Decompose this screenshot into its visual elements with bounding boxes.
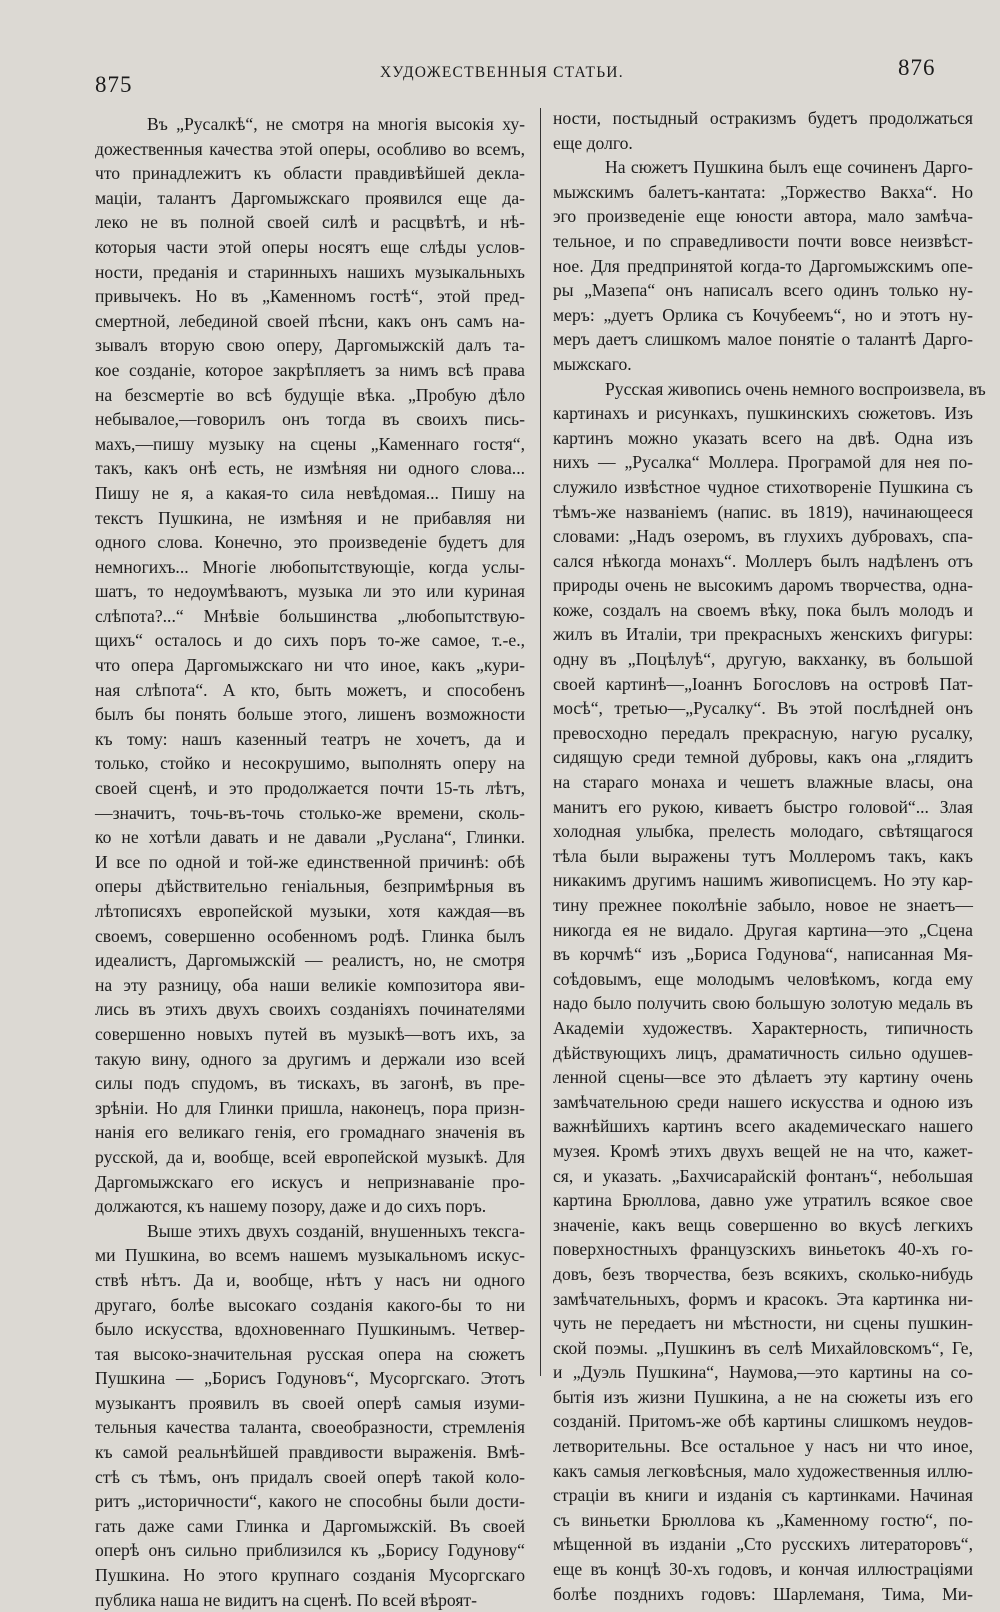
text-line: оперѣ онъ сильно приблизился къ „Борису Годунову“ bbox=[95, 1540, 525, 1561]
text-line: только, стойко и несокрушимо, выполнять оперу на bbox=[95, 753, 525, 774]
text-line: леко не въ полной своей силѣ и расцвѣтѣ, и нѣ- bbox=[95, 212, 525, 233]
column-divider bbox=[540, 108, 541, 1376]
text-line: кое созданіе, которое закрѣпляетъ за нимъ всѣ права bbox=[95, 359, 525, 380]
text-line: замѣчательныхъ, формъ и красокъ. Эта картинка ни- bbox=[553, 1288, 973, 1309]
text-line: тельное, и по справедливости почти вовсе неизвѣст- bbox=[553, 230, 973, 251]
text-line: На сюжетъ Пушкина былъ еще сочиненъ Дарго- bbox=[605, 157, 973, 178]
text-line: привычекъ. Но въ „Каменномъ гостѣ“, этой пред- bbox=[95, 286, 525, 307]
text-line: на эту разницу, оба наши великіе композитора яви- bbox=[95, 974, 525, 995]
text-line: нанія его великаго генія, его громаднаго значенія въ bbox=[95, 1122, 525, 1143]
text-line: тѣла были выражены тутъ Моллеромъ такъ, какъ bbox=[553, 845, 973, 866]
text-line: превосходно передалъ прекрасную, нагую русалку, bbox=[553, 722, 973, 743]
text-line: созданій. Притомъ-же обѣ картины слишкомъ неудов- bbox=[553, 1411, 973, 1432]
text-line: —значитъ, точь-въ-точь столько-же времени, сколь- bbox=[95, 802, 525, 823]
page-number-right: 876 bbox=[898, 55, 936, 80]
text-line: картинахъ и рисункахъ, пушкинскихъ сюжетовъ. Изъ bbox=[553, 403, 973, 424]
text-line: что опера Даргомыжскаго ни что иное, какъ „кури- bbox=[95, 655, 525, 676]
text-line: мосѣ“, третью—„Русалку“. Въ этой послѣдней онъ bbox=[553, 698, 973, 719]
text-line: довъ, безъ творчества, безъ всякихъ, сколько-нибудь bbox=[553, 1263, 973, 1284]
text-line: на стараго монаха и чешетъ влажные власы, она bbox=[553, 772, 973, 793]
text-line: Русская живопись очень немного воспроизвела, въ bbox=[605, 378, 986, 399]
text-line: шатъ, то недоумѣваютъ, музыка ли это или куриная bbox=[95, 581, 525, 602]
running-header: ХУДОЖЕСТВЕННЫЯ СТАТЬИ. bbox=[380, 64, 624, 81]
text-line: стѣ съ тѣмъ, онъ придалъ своей оперѣ такой коло- bbox=[95, 1466, 525, 1487]
text-line: дожественныя качества этой оперы, особливо во всемъ, bbox=[95, 138, 525, 159]
text-line: къ самой реальнѣйшей правдивости выраженія. Вмѣ- bbox=[95, 1442, 525, 1463]
text-line: къ тому: нашъ казенный театръ не хочетъ, да и bbox=[95, 728, 525, 749]
text-line: ствѣ нѣтъ. Да и, вообще, нѣтъ у насъ ни одного bbox=[95, 1269, 525, 1290]
text-line: оперы дѣйствительно геніальныя, безпримѣрныя въ bbox=[95, 876, 525, 897]
text-line: Пушкина — „Борисъ Годуновъ“, Мусоргскаго. Этотъ bbox=[95, 1368, 525, 1389]
text-line: публика наша не видитъ на сценѣ. По всей вѣроят- bbox=[95, 1589, 477, 1610]
text-line: тѣмъ-же названіемъ (напис. въ 1819), начинающееся bbox=[553, 501, 973, 522]
text-line: такъ, какъ онѣ есть, не измѣняя ни одного слова... bbox=[95, 458, 525, 479]
text-line: тельныя качества таланта, своеобразности, стремленія bbox=[95, 1417, 525, 1438]
text-line: должаются, къ нашему позору, даже и до сихъ поръ. bbox=[95, 1196, 487, 1217]
text-line: ности, постыдный остракизмъ будетъ продолжаться bbox=[553, 108, 973, 128]
text-line: летворительны. Все остальное у насъ ни что иное, bbox=[553, 1436, 973, 1457]
text-line: соѣдовымъ, еще молодымъ человѣкомъ, когда ему bbox=[553, 968, 973, 989]
text-line: страціи въ книги и изданія съ картинками. Начиная bbox=[553, 1485, 973, 1506]
text-line: ное. Для предпринятой когда-то Даргомыжскимъ опе- bbox=[553, 255, 973, 276]
text-line: слѣпота?...“ Мнѣвіе большинства „любопытствую- bbox=[95, 605, 525, 626]
text-line: и „Дуэль Пушкина“, Наумова,—это картины на со- bbox=[553, 1362, 973, 1383]
text-line: другаго, болѣе высокаго созданія какого-бы то ни bbox=[95, 1294, 525, 1315]
text-line: ная слѣпота“. А кто, быть можетъ, и способенъ bbox=[95, 679, 525, 700]
text-line: Выше этихъ двухъ созданій, внушенныхъ тексга- bbox=[147, 1220, 525, 1241]
text-line: холодная улыбка, прелесть молодаго, свѣтящагося bbox=[553, 821, 973, 842]
text-line: русской, да и, вообще, всей европейской музыкѣ. Для bbox=[95, 1146, 525, 1167]
text-line: лись въ этихъ двухъ своихъ созданіяхъ починателями bbox=[95, 999, 525, 1020]
text-line: текстъ Пушкина, не измѣняя и не прибавляя ни bbox=[95, 507, 525, 528]
text-line: сидящую среди темной дубровы, какъ она „глядитъ bbox=[553, 747, 973, 768]
text-line: ми Пушкина, во всемъ нашемъ музыкальномъ искус- bbox=[95, 1245, 525, 1266]
text-line: какъ самыя легковѣсныя, мало художественныя иллю- bbox=[553, 1460, 973, 1481]
text-line: природы очень не высокимъ даромъ творчества, одна- bbox=[553, 575, 973, 596]
text-line: ленной сцены—все это дѣлаетъ эту картину очень bbox=[553, 1067, 973, 1088]
text-line: Пушкина. Но этого крупнаго созданія Мусоргскаго bbox=[95, 1565, 525, 1586]
text-line: поверхностныхъ французскихъ виньетокъ 40-хъ го- bbox=[553, 1239, 973, 1260]
text-line: своей сценѣ, и это продолжается почти 15-ть лѣтъ, bbox=[95, 778, 525, 799]
text-line: идеалистъ, Даргомыжскій — реалистъ, но, не смотря bbox=[95, 950, 525, 971]
text-line: тая высоко-значительная русская опера на сюжетъ bbox=[95, 1343, 525, 1364]
text-line: картинъ можно указать всего на двѣ. Одна изъ bbox=[553, 427, 973, 448]
text-line: меръ: „дуетъ Орлика съ Кочубеемъ“, но и этотъ ну- bbox=[553, 304, 973, 325]
text-line: лѣтописяхъ европейской музыки, хотя каждая—въ bbox=[95, 901, 525, 921]
text-line: значеніе, какъ вещь совершенно во вкусѣ легкихъ bbox=[553, 1214, 973, 1235]
text-line: зывалъ вторую свою оперу, Даргомыжскій далъ та- bbox=[95, 335, 525, 356]
text-line: смертной, лебединой своей пѣсни, какъ онъ самъ на- bbox=[95, 310, 525, 331]
text-line: нихъ — „Русалка“ Моллера. Програмой для нея по- bbox=[553, 452, 973, 473]
text-line: никакимъ другимъ нашимъ живописцемъ. Но эту кар- bbox=[553, 870, 973, 891]
text-line: силы подъ спудомъ, въ тискахъ, въ загонѣ, въ пре- bbox=[95, 1073, 525, 1094]
text-line: никогда ея не видало. Другая картина—это „Сцена bbox=[553, 919, 973, 940]
text-line: небывалое,—говорилъ онъ тогда въ своихъ пись- bbox=[95, 409, 525, 430]
text-line: ся, и указать. „Бахчисарайскій фонтанъ“, небольшая bbox=[553, 1165, 973, 1186]
text-line: Пишу не я, а какая-то сила невѣдомая... Пишу на bbox=[95, 482, 525, 503]
text-line: Въ „Русалкѣ“, не смотря на многія высокія ху- bbox=[147, 114, 525, 134]
text-line: бытія изъ жизни Пушкина, а не на сюжеты изъ его bbox=[553, 1386, 973, 1407]
text-line: мыжскимъ балетъ-кантата: „Торжество Вакха“. Но bbox=[553, 181, 973, 202]
text-line: ритъ „историчности“, какого не способны были дости- bbox=[95, 1491, 525, 1512]
text-line: Академіи художествъ. Характерность, типичность bbox=[553, 1017, 973, 1038]
text-line: что принадлежитъ къ области правдивѣйшей декла- bbox=[95, 163, 525, 184]
text-line: совершенно новыхъ путей въ музыкѣ—вотъ ихъ, за bbox=[95, 1023, 525, 1044]
text-line: меръ даетъ слишкомъ малое понятіе о талантѣ Дарго- bbox=[553, 329, 973, 350]
text-line: служило извѣстное чудное стихотвореніе Пушкина съ bbox=[553, 476, 973, 497]
text-line: манитъ его рукою, киваетъ быстро головой“... Злая bbox=[553, 796, 973, 817]
text-line: махъ,—пишу музыку на сцены „Каменнаго гостя“, bbox=[95, 433, 525, 454]
text-line: одного слова. Конечно, это произведеніе будетъ для bbox=[95, 532, 525, 553]
text-line: музея. Кромѣ этихъ двухъ вещей не на что, кажет- bbox=[553, 1140, 973, 1161]
text-line: коже, создалъ на своемъ вѣку, пока былъ молодъ и bbox=[553, 599, 973, 620]
text-line: тину прежнее поколѣніе забыло, новое не знаетъ— bbox=[553, 895, 973, 915]
text-line: еще долго. bbox=[553, 132, 633, 153]
text-line: чуть не передаетъ ни мѣстности, ни сцены пушкин- bbox=[553, 1313, 973, 1334]
text-line: замѣчательною среди нашего искусства и одною изъ bbox=[553, 1091, 973, 1112]
text-line: эго произведеніе еще юности автора, мало замѣча- bbox=[553, 206, 973, 227]
text-line: важнѣйшихъ картинъ всего академическаго нашего bbox=[553, 1116, 973, 1137]
text-line: одну въ „Поцѣлуѣ“, другую, вакханку, въ большой bbox=[553, 649, 973, 670]
text-line: Даргомыжскаго его искусъ и непризнаваніе про- bbox=[95, 1171, 525, 1192]
text-line: сался нѣкогда монахъ“. Моллеръ былъ надѣленъ отъ bbox=[553, 550, 973, 571]
text-line: музыкантъ проявилъ въ своей оперѣ самыя изуми- bbox=[95, 1392, 525, 1413]
text-line: жилъ въ Италіи, три прекрасныхъ женскихъ фигуры: bbox=[553, 624, 973, 645]
text-line: зрѣніи. Но для Глинки пришла, наконецъ, пора призн- bbox=[95, 1097, 525, 1118]
text-line: ко не хотѣли давать и не давали „Руслана“, Глинки. bbox=[95, 827, 525, 848]
text-line: картина Брюллова, давно уже утратилъ всякое свое bbox=[553, 1190, 973, 1211]
text-line: былъ бы понять больше этого, лишенъ возможности bbox=[95, 704, 525, 725]
text-line: гать даже сами Глинка и Даргомыжскій. Въ своей bbox=[95, 1515, 525, 1536]
text-line: болѣе позднихъ годовъ: Шарлеманя, Тима, Ми- bbox=[553, 1583, 973, 1604]
text-line: еще въ концѣ 30-хъ годовъ, и кончая иллюстраціями bbox=[553, 1559, 973, 1580]
text-line: ры „Мазепа“ онъ написалъ всего одинъ только ну- bbox=[553, 280, 973, 301]
text-line: своемъ, совершенно особенномъ родѣ. Глинка былъ bbox=[95, 925, 525, 946]
text-line: щихъ“ осталось и до сихъ поръ то-же самое, т.-е., bbox=[95, 630, 525, 651]
page-number-left: 875 bbox=[95, 72, 133, 97]
text-line: на безсмертіе во всѣ будущіе вѣка. „Пробую дѣло bbox=[95, 384, 525, 405]
text-line: немногихъ... Многіе любопытствующіе, когда услы- bbox=[95, 556, 525, 577]
text-line: ности, преданія и старинныхъ нашихъ музыкальныхъ bbox=[95, 261, 525, 282]
text-line: мѣщенной въ изданіи „Сто русскихъ литераторовъ“, bbox=[553, 1534, 973, 1555]
text-line: мыжскаго. bbox=[553, 353, 632, 374]
text-line: дѣйствующихъ лицъ, драматичность сильно одушев- bbox=[553, 1042, 973, 1063]
text-line: И все по одной и той-же единственной причинѣ: обѣ bbox=[95, 851, 525, 872]
right-text-column bbox=[553, 106, 986, 1606]
text-line: словами: „Надъ озеромъ, въ глухихъ дубровахъ, спа- bbox=[553, 526, 973, 547]
text-line: съ виньетки Брюллова къ „Каменному гостю“, по- bbox=[553, 1509, 973, 1530]
left-text-column bbox=[95, 112, 525, 1612]
text-line: надо было получить свою большую золотую медаль въ bbox=[553, 993, 973, 1014]
text-line: своей картинѣ—„Іоаннъ Богословъ на островѣ Пат- bbox=[553, 673, 973, 694]
text-line: такую вину, одного за другимъ и держали изо всей bbox=[95, 1048, 525, 1069]
text-line: которыя части этой оперы носятъ еще слѣды услов- bbox=[95, 236, 525, 257]
text-line: было искусства, вдохновеннаго Пушкинымъ. Четвер- bbox=[95, 1319, 525, 1340]
text-line: въ корчмѣ“ изъ „Бориса Годунова“, написанная Мя- bbox=[553, 944, 973, 965]
text-line: маціи, талантъ Даргомыжскаго проявился еще да- bbox=[95, 187, 525, 208]
text-line: ской поэмы. „Пушкинъ въ селѣ Михайловскомъ“, Ге, bbox=[553, 1337, 973, 1358]
